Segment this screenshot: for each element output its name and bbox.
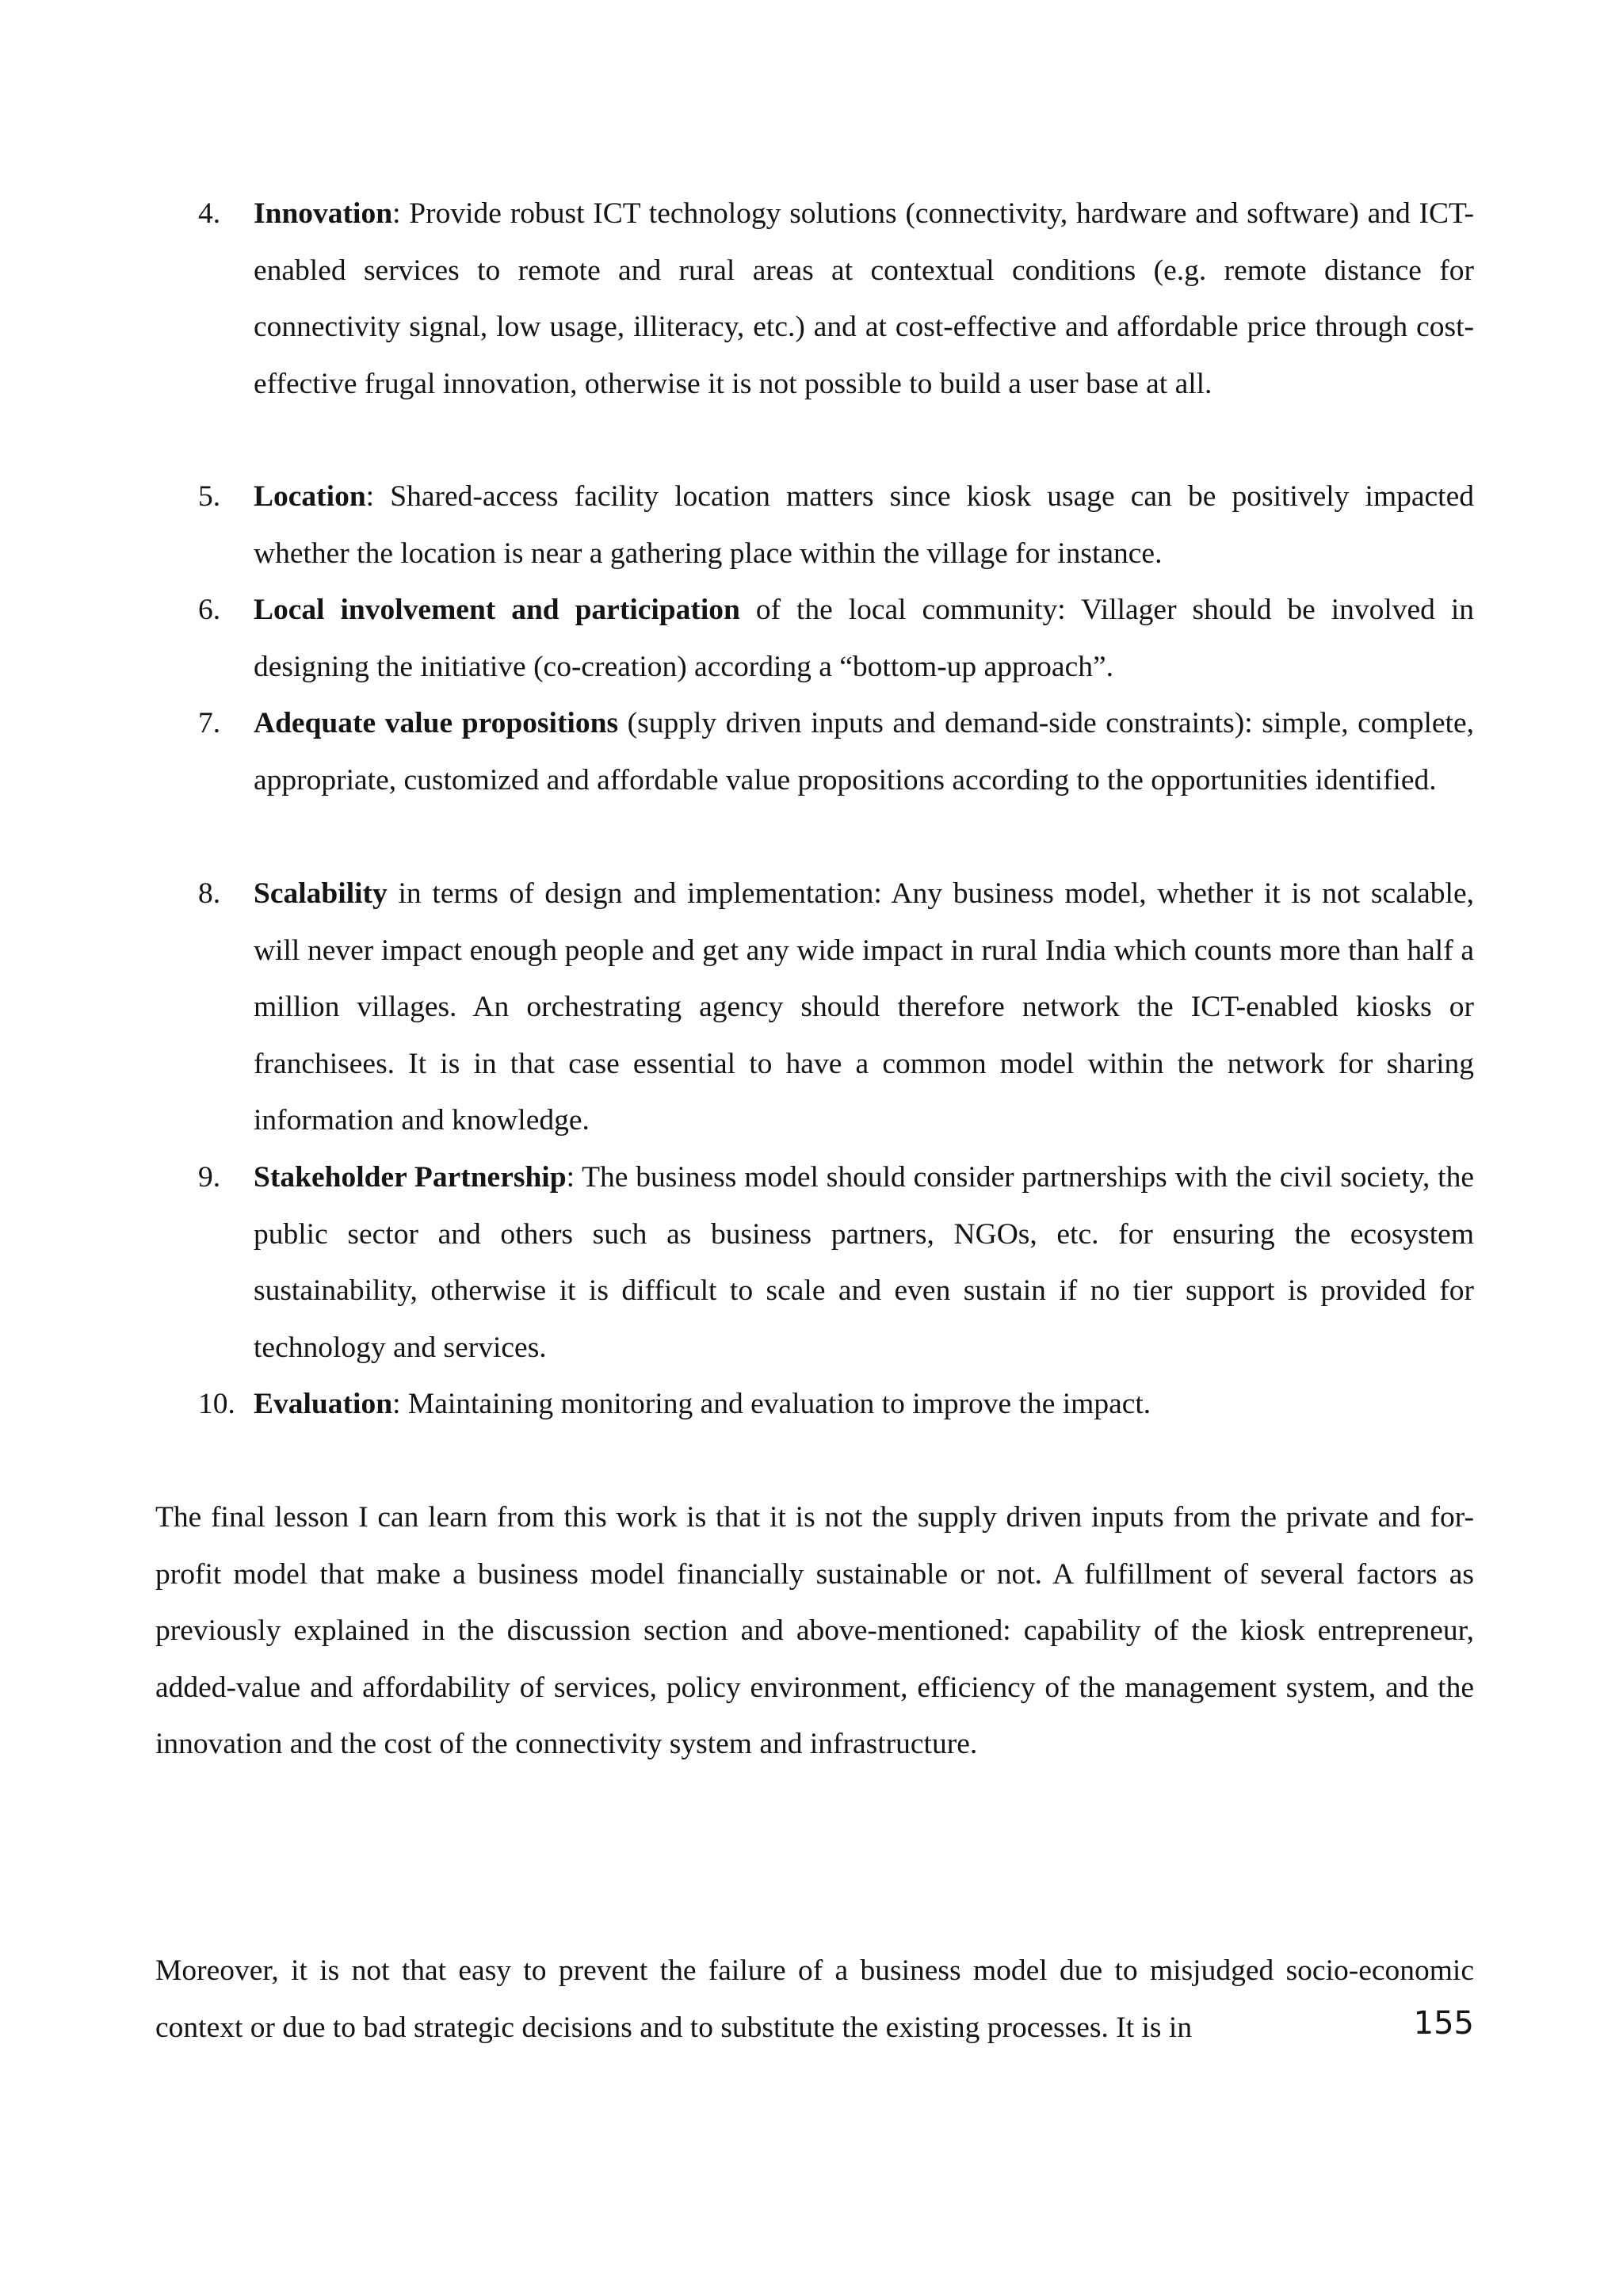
list-item-body bbox=[254, 695, 1474, 808]
list-item-term: Location bbox=[254, 480, 366, 513]
list-item-text: : Shared-access facility location matters since kiosk usage can be positively impacted whether the location is near a gathering place within the village for instance. bbox=[254, 480, 1474, 570]
list-item-body bbox=[254, 582, 1474, 695]
list-item-term: Innovation bbox=[254, 197, 393, 230]
paragraph-moreover: Moreover, it is not that easy to prevent the failure of a business model due to misjudged socio-economic context or due to bad strategic decisions and to substitute the existing processes. It is in bbox=[155, 1954, 1474, 2044]
list-item-body bbox=[254, 1376, 1474, 1433]
list-item-term: Adequate value propositions bbox=[254, 707, 619, 739]
list-item-body bbox=[254, 185, 1474, 412]
paragraph-final-lesson: The final lesson I can learn from this work is that it is not the supply driven inputs from the private and for-profit model that make a business model financially sustainable or not. A fulfillment of several factors as previously explained in the discussion section and above-mentioned: capability of the kiosk entrepreneur, added-value and affordability of services, policy environment, efficiency of the management system, and the innovation and the cost of the connectivity system and infrastructure. bbox=[155, 1501, 1474, 1760]
list-item-evaluation bbox=[198, 1376, 1474, 1433]
list-item-term: Local involvement and participation bbox=[254, 594, 740, 626]
list-item-term: Evaluation bbox=[254, 1388, 393, 1420]
list-number: 9. bbox=[198, 1161, 221, 1194]
list-item-term: Stakeholder Partnership bbox=[254, 1161, 567, 1194]
list-item-body bbox=[254, 468, 1474, 582]
list-item-stakeholder-partnership bbox=[198, 1149, 1474, 1376]
list-item-text: of the local community: Villager should be involved in designing the initiative (co-creation) according a “bottom-up approach”. bbox=[254, 594, 1475, 683]
list-number: 5. bbox=[198, 480, 221, 513]
list-item-text: : Provide robust ICT technology solutions (connectivity, hardware and software) and ICT-enabled services to remote and rural areas at contextual conditions (e.g. remote distance for connectivity signal, low usage, illiteracy, etc.) and at cost-effective and affordable price through cost-effective frugal innovation, otherwise it is not possible to build a user base at all. bbox=[254, 197, 1474, 400]
list-item-local-involvement bbox=[198, 582, 1474, 695]
page-number: 155 bbox=[1413, 2005, 1474, 2042]
list-item-innovation bbox=[198, 185, 1474, 412]
list-item-term: Scalability bbox=[254, 877, 388, 910]
list-item-text: : The business model should consider partnerships with the civil society, the public sector and others such as business partners, NGOs, etc. for ensuring the ecosystem sustainability, otherwise it is difficult to scale and even sustain if no tier support is provided for technology and services. bbox=[254, 1161, 1474, 1364]
list-item-body bbox=[254, 865, 1474, 1149]
list-item-value-propositions bbox=[198, 695, 1474, 808]
list-item-text: : Maintaining monitoring and evaluation to improve the impact. bbox=[392, 1388, 1151, 1420]
list-number: 10. bbox=[198, 1388, 235, 1420]
list-number: 4. bbox=[198, 197, 221, 230]
list-number: 8. bbox=[198, 877, 221, 910]
list-item-scalability bbox=[198, 865, 1474, 1149]
list-item-location bbox=[198, 468, 1474, 582]
list-item-text: (supply driven inputs and demand-side constraints): simple, complete, appropriate, customized and affordable value propositions according to the opportunities identified. bbox=[254, 707, 1474, 797]
list-item-body bbox=[254, 1149, 1474, 1376]
list-number: 7. bbox=[198, 707, 221, 739]
list-number: 6. bbox=[198, 594, 221, 626]
list-item-text: in terms of design and implementation: Any business model, whether it is not scalable, will never impact enough people and get any wide impact in rural India which counts more than half a million villages. An orchestrating agency should therefore network the ICT-enabled kiosks or franchisees. It is in that case essential to have a common model within the network for sharing information and knowledge. bbox=[254, 877, 1474, 1137]
